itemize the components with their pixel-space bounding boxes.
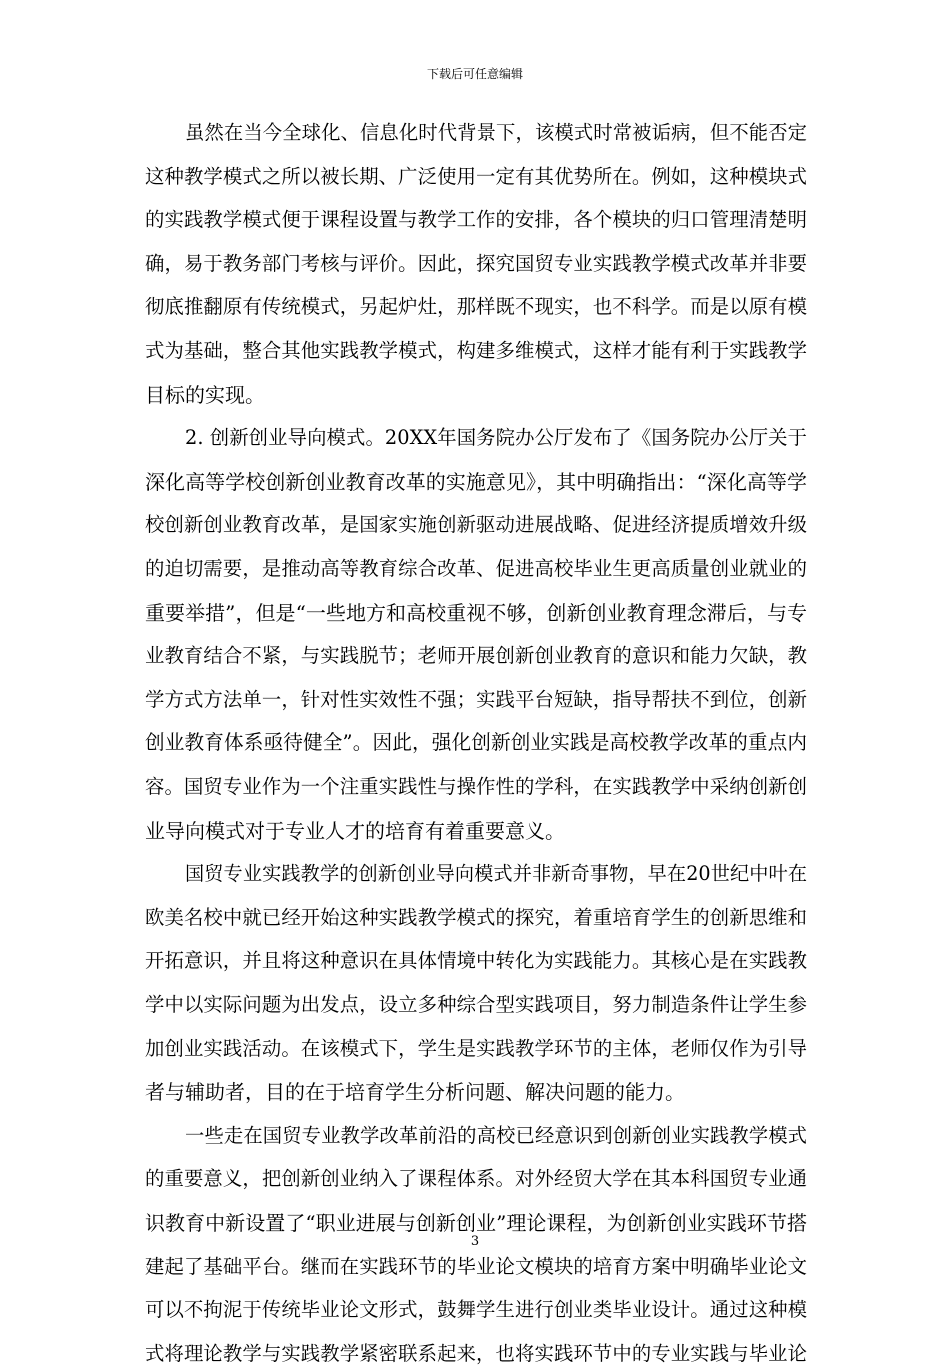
page-number: 3 (470, 1234, 480, 1249)
text-line: 建起了基础平台。继而在实践环节的毕业论文模块的培育方案中明确毕业论文 (145, 1255, 807, 1278)
text-line: 重要举措”，但是“一些地方和高校重视不够，创新创业教育理念滞后，与专 (145, 601, 807, 625)
text-line: 可以不拘泥于传统毕业论文形式，鼓舞学生进行创业类毕业设计。通过这种模 (145, 1298, 807, 1321)
text-line: 识教育中新设置了“职业进展与创新创业”理论课程，为创新创业实践环节搭 (145, 1211, 807, 1235)
text-line: 业教育结合不紧，与实践脱节；老师开展创新创业教育的意识和能力欠缺，教 (145, 644, 807, 667)
text-line: 的重要意义，把创新创业纳入了课程体系。对外经贸大学在其本科国贸专业通 (145, 1167, 807, 1190)
text-line: 者与辅助者，目的在于培育学生分析问题、解决问题的能力。 (145, 1080, 685, 1104)
text-line: 确，易于教务部门考核与评价。因此，探究国贸专业实践教学模式改革并非要 (145, 252, 807, 275)
text-line: 创业教育体系亟待健全”。因此，强化创新创业实践是高校教学改革的重点内 (145, 731, 807, 754)
text-line: 虽然在当今全球化、信息化时代背景下，该模式时常被诟病，但不能否定 (185, 121, 807, 144)
text-line: 学方式方法单一，针对性实效性不强；实践平台短缺，指导帮扶不到位，创新 (145, 688, 807, 711)
text-line: 国贸专业实践教学的创新创业导向模式并非新奇事物，早在20世纪中叶在 (185, 862, 807, 885)
text-line: 欧美名校中就已经开始这种实践教学模式的探究，着重培育学生的创新思维和 (145, 906, 807, 929)
text-line: 校创新创业教育改革，是国家实施创新驱动进展战略、促进经济提质增效升级 (145, 513, 807, 536)
text-line: 式为基础，整合其他实践教学模式，构建多维模式，这样才能有利于实践教学 (145, 339, 807, 362)
page-header: 下载后可任意编辑 (426, 67, 523, 81)
text-line: 目标的实现。 (145, 383, 265, 407)
text-line: 式将理论教学与实践教学紧密联系起来，也将实践环节中的专业实践与毕业论 (145, 1342, 807, 1365)
text-line: 彻底推翻原有传统模式，另起炉灶，那样既不现实，也不科学。而是以原有模 (145, 295, 807, 318)
text-line: 2. 创新创业导向模式。20XX年国务院办公厅发布了《国务院办公厅关于 (185, 426, 807, 449)
text-line: 开拓意识，并且将这种意识在具体情境中转化为实践能力。其核心是在实践教 (145, 949, 807, 972)
text-line: 加创业实践活动。在该模式下，学生是实践教学环节的主体，老师仅作为引导 (145, 1037, 807, 1060)
text-line: 业导向模式对于专业人才的培育有着重要意义。 (145, 819, 565, 843)
text-line: 深化高等学校创新创业教育改革的实施意见》，其中明确指出：“深化高等学 (145, 470, 807, 494)
text-line: 容。国贸专业作为一个注重实践性与操作性的学科，在实践教学中采纳创新创 (145, 775, 807, 798)
text-line: 这种教学模式之所以被长期、广泛使用一定有其优势所在。例如，这种模块式 (145, 165, 807, 188)
text-line: 的实践教学模式便于课程设置与教学工作的安排，各个模块的归口管理清楚明 (145, 208, 807, 231)
text-line: 学中以实际问题为出发点，设立多种综合型实践项目，努力制造条件让学生参 (145, 993, 807, 1016)
text-line: 的迫切需要，是推动高等教育综合改革、促进高校毕业生更高质量创业就业的 (145, 557, 807, 580)
text-line: 一些走在国贸专业教学改革前沿的高校已经意识到创新创业实践教学模式 (185, 1124, 807, 1147)
